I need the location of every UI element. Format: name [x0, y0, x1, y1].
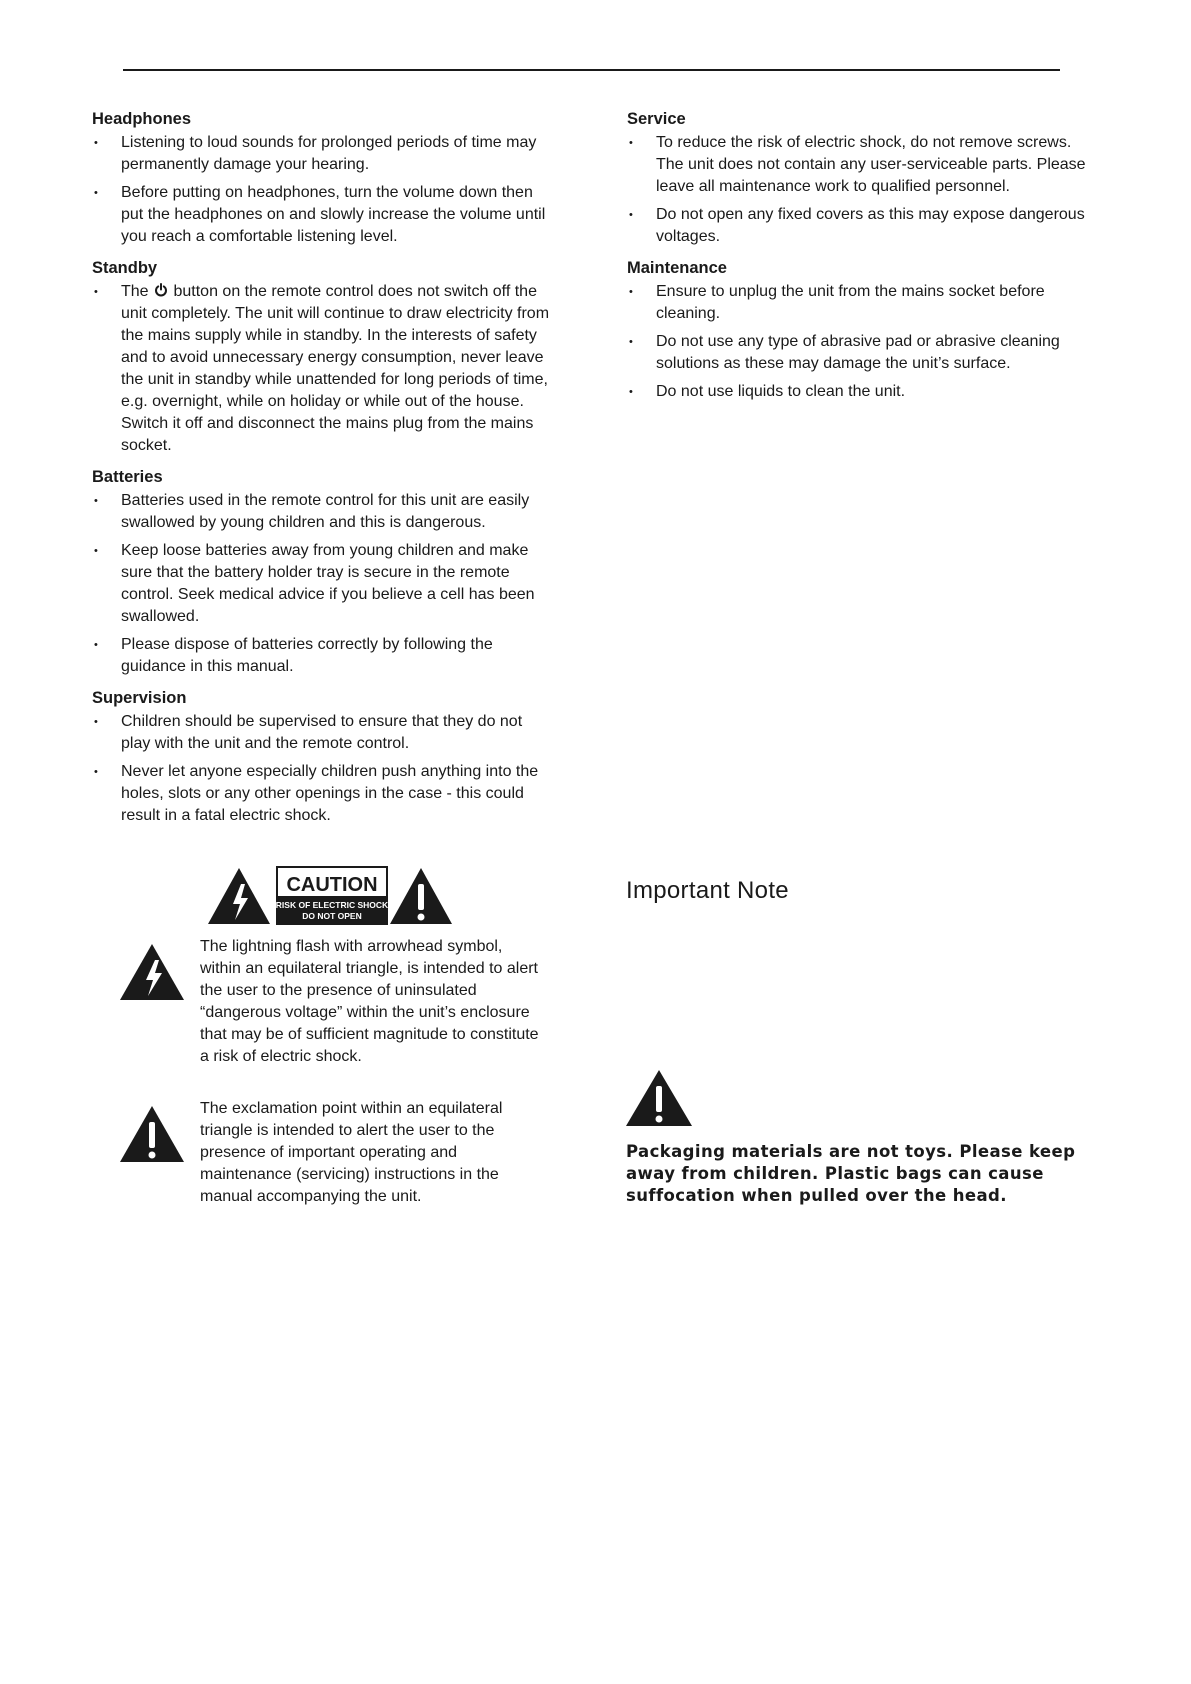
list-item: • Children should be supervised to ensure that they do not play with the unit and the remote control. — [92, 711, 552, 755]
caution-title: CAUTION — [286, 874, 378, 896]
list-item: • Do not use any type of abrasive pad or abrasive cleaning solutions as these may damage the unit’s surface. — [627, 331, 1087, 375]
batteries-list — [92, 490, 552, 678]
service-section — [627, 108, 1087, 248]
list-item: • Do not open any fixed covers as this may expose dangerous voltages. — [627, 204, 1087, 248]
power-icon — [154, 283, 168, 297]
exclamation-triangle-icon — [120, 1104, 184, 1164]
list-item: • Please dispose of batteries correctly by following the guidance in this manual. — [92, 634, 552, 678]
left-column — [92, 108, 552, 836]
list-item: • Never let anyone especially children push anything into the holes, slots or any other openings in the case - this could result in a fatal electric shock. — [92, 761, 552, 827]
list-item: • To reduce the risk of electric shock, do not remove screws. The unit does not contain any user-serviceable parts. Please leave all maintenance work to qualified personnel. — [627, 132, 1087, 198]
standby-text-after: button on the remote control does not switch off the unit completely. The unit will continue to draw electricity from the mains supply while in standby. In the interests of safety and to avoid unnecessary energy consumption, never leave the unit in standby while unattended for long periods of time, e.g. overnight, while on holiday or while out of the house. Switch it off and disconnect the mains plug from the mains socket. — [121, 283, 550, 454]
batteries-heading: Batteries — [92, 468, 163, 486]
caution-line2: DO NOT OPEN — [302, 911, 362, 921]
exclamation-warning-icon — [626, 1068, 692, 1128]
headphones-heading: Headphones — [92, 110, 192, 128]
caution-line1: RISK OF ELECTRIC SHOCK — [275, 900, 389, 910]
maintenance-heading: Maintenance — [627, 259, 727, 277]
exclamation-warning-icon — [390, 868, 452, 924]
caution-graphic — [208, 866, 452, 926]
batteries-section — [92, 466, 552, 678]
maintenance-list — [627, 281, 1087, 403]
exclamation-symbol-text: The exclamation point within an equilateral triangle is intended to alert the user to the presence of important operating and maintenance (servicing) instructions in the manual accompanying the unit. — [200, 1100, 503, 1205]
important-note-text: Packaging materials are not toys. Please keep away from children. Plastic bags can cause suffocation when pulled over the head. — [626, 1142, 1076, 1205]
caution-label — [208, 866, 452, 926]
maintenance-section — [627, 257, 1087, 403]
supervision-heading: Supervision — [92, 689, 187, 707]
list-item: • Batteries used in the remote control for this unit are easily swallowed by young children and this is dangerous. — [92, 490, 552, 534]
important-note-title: Important Note — [626, 877, 789, 904]
list-item: • Do not use liquids to clean the unit. — [627, 381, 1087, 403]
list-item — [92, 281, 552, 457]
right-column — [627, 108, 1087, 412]
list-item: • Keep loose batteries away from young children and make sure that the battery holder tray is secure in the remote control. Seek medical advice if you believe a cell has been swallowed. — [92, 540, 552, 628]
headphones-section — [92, 108, 552, 248]
list-item: • Ensure to unplug the unit from the mains socket before cleaning. — [627, 281, 1087, 325]
standby-list — [92, 281, 552, 457]
service-list — [627, 132, 1087, 248]
standby-section — [92, 257, 552, 457]
headphones-list — [92, 132, 552, 248]
lightning-symbol-text: The lightning flash with arrowhead symbol, within an equilateral triangle, is intended to alert the user to the presence of uninsulated “dangerous voltage” within the unit’s enclosure that may be of sufficient magnitude to constitute a risk of electric shock. — [200, 938, 539, 1065]
lightning-triangle-icon — [120, 942, 184, 1002]
lightning-warning-icon — [208, 868, 270, 924]
standby-text-before: The — [121, 283, 149, 300]
header-rule — [123, 69, 1060, 71]
list-item: • Before putting on headphones, turn the volume down then put the headphones on and slowly increase the volume until you reach a comfortable listening level. — [92, 182, 552, 248]
supervision-list — [92, 711, 552, 827]
service-heading: Service — [627, 110, 686, 128]
standby-heading: Standby — [92, 259, 158, 277]
list-item: • Listening to loud sounds for prolonged periods of time may permanently damage your hearing. — [92, 132, 552, 176]
supervision-section — [92, 687, 552, 827]
caution-box — [276, 867, 389, 924]
